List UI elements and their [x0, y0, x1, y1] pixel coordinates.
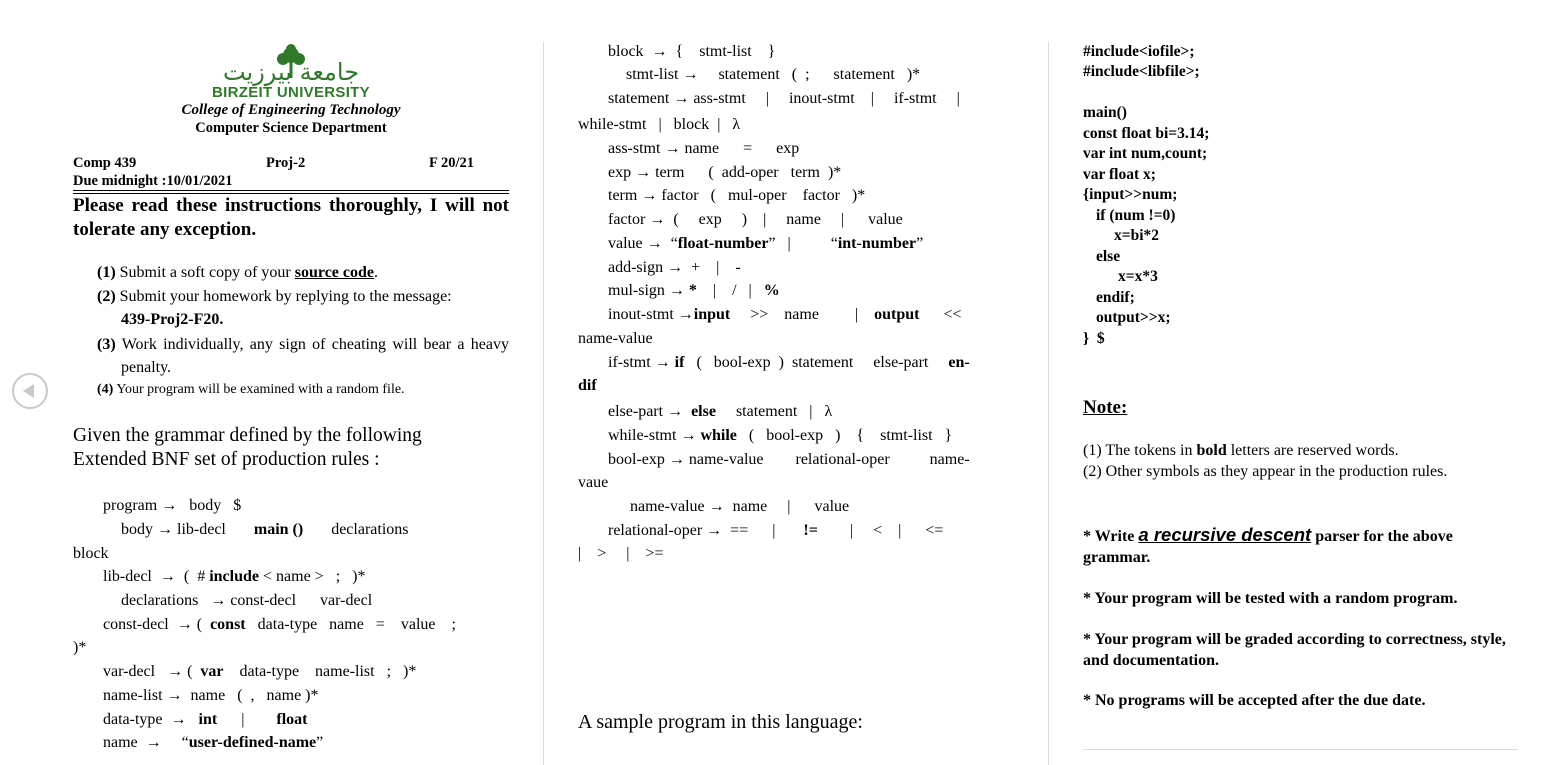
code-line: if (num !=0)	[1096, 207, 1176, 224]
code-line: #include<libfile>;	[1083, 63, 1200, 80]
grammar-rule: add-sign → + | -	[608, 259, 741, 276]
grammar-rule: term → factor ( mul-oper factor )*	[608, 187, 866, 204]
code-line: main()	[1083, 104, 1127, 121]
grammar-rule: data-type → int | float	[103, 711, 308, 728]
college-name: College of Engineering Technology	[181, 102, 401, 118]
grammar-rule: declarations → const-decl var-decl	[121, 592, 373, 609]
note-item: (1) The tokens in bold letters are reserved words.	[1083, 442, 1399, 459]
grammar-rule: factor → ( exp ) | name | value	[608, 211, 903, 228]
grammar-rule: name-list → name ( , name )*	[103, 687, 319, 704]
university-name: BIRZEIT UNIVERSITY	[212, 84, 370, 101]
code-line: const float bi=3.14;	[1083, 125, 1210, 142]
code-line: } $	[1083, 330, 1105, 347]
grammar-rule: const-decl → ( const data-type name = value ;	[103, 616, 456, 633]
grammar-rule: var-decl → ( var data-type name-list ; )*	[103, 663, 417, 680]
grammar-rule: program → body $	[103, 497, 242, 514]
instruction-item: (3) Work individually, any sign of cheating will bear a heavy penalty.	[97, 336, 509, 376]
task-item: * Your program will be graded according to correctness, style, and documentation.	[1083, 631, 1506, 669]
note-heading: Note:	[1083, 397, 1128, 418]
grammar-rule: if-stmt → if ( bool-exp ) statement else-part en-	[608, 354, 970, 371]
note-item: (2) Other symbols as they appear in the production rules.	[1083, 463, 1448, 480]
grammar-rule: name → “user-defined-name”	[103, 734, 324, 751]
task-item: * Write a recursive descent parser for the above grammar.	[1083, 524, 1453, 566]
grammar-rule: block → { stmt-list }	[608, 43, 776, 60]
column-divider	[1048, 42, 1049, 765]
code-line: x=x*3	[1118, 268, 1158, 285]
code-line: else	[1096, 248, 1121, 265]
university-logo	[203, 42, 379, 86]
code-line: x=bi*2	[1114, 227, 1160, 244]
code-line: var float x;	[1083, 166, 1156, 183]
grammar-rule-wrap: dif	[578, 377, 597, 394]
term: F 20/21	[429, 155, 474, 171]
code-line: output>>x;	[1096, 309, 1171, 326]
divider	[1083, 749, 1518, 750]
grammar-rule: relational-oper → == | != | < | <=	[608, 522, 944, 539]
grammar-rule: ass-stmt → name = exp	[608, 140, 800, 157]
grammar-intro: Given the grammar defined by the following Extended BNF set of production rules :	[73, 425, 422, 470]
column-divider	[543, 42, 544, 765]
divider	[73, 190, 509, 191]
sample-program-label: A sample program in this language:	[578, 711, 863, 733]
grammar-rule: while-stmt → while ( bool-exp ) { stmt-list }	[608, 427, 953, 444]
grammar-rule: bool-exp → name-value relational-oper name-	[608, 451, 970, 468]
grammar-rule-wrap: name-value	[578, 330, 653, 347]
grammar-rule: else-part → else statement | λ	[608, 403, 833, 420]
instructions-heading: Please read these instructions thoroughly, I will not tolerate any exception.	[73, 195, 509, 240]
department-name: Computer Science Department	[195, 120, 387, 136]
task-item: * No programs will be accepted after the due date.	[1083, 692, 1426, 709]
grammar-rule: body → lib-decl main () declarations	[121, 521, 409, 538]
project-id: Proj-2	[266, 155, 306, 171]
page-column-1	[73, 0, 509, 765]
code-line: #include<iofile>;	[1083, 43, 1195, 60]
course-code: Comp 439	[73, 155, 137, 171]
source-code-link: source code	[294, 264, 374, 281]
grammar-rule-wrap: | > | >=	[578, 545, 664, 562]
svg-text:جامعة بيرزيت: جامعة بيرزيت	[222, 58, 360, 86]
grammar-rule: name-value → name | value	[630, 498, 850, 515]
instruction-item: (4) Your program will be examined with a random file.	[97, 382, 405, 397]
page-column-2	[578, 0, 1008, 765]
code-line: endif;	[1096, 289, 1135, 306]
code-line: {input>>num;	[1083, 186, 1178, 203]
due-date: Due midnight :10/01/2021	[73, 173, 233, 189]
grammar-rule: inout-stmt →input >> name | output <<	[608, 306, 962, 323]
grammar-rule-wrap: while-stmt | block | λ	[578, 116, 741, 133]
instruction-item: (2) Submit your homework by replying to the message: 439-Proj2-F20.	[97, 288, 452, 328]
instruction-item: (1) Submit a soft copy of your source code.	[97, 264, 378, 281]
grammar-rule: mul-sign → * | / | %	[608, 282, 780, 299]
code-line: var int num,count;	[1083, 145, 1208, 162]
grammar-rule: value → “float-number” | “int-number”	[608, 235, 924, 252]
grammar-rule: lib-decl → ( # include < name > ; )*	[103, 568, 366, 585]
page-column-3	[1083, 0, 1518, 765]
grammar-rule-wrap: block	[73, 545, 109, 562]
grammar-rule: stmt-list → statement ( ; statement )*	[626, 66, 921, 83]
grammar-rule: exp → term ( add-oper term )*	[608, 164, 842, 181]
task-item: * Your program will be tested with a random program.	[1083, 590, 1458, 607]
previous-page-button[interactable]	[12, 373, 48, 409]
grammar-rule-wrap: )*	[73, 639, 87, 656]
grammar-rule: statement → ass-stmt | inout-stmt | if-stmt |	[608, 90, 960, 107]
grammar-rule-wrap: vaue	[578, 474, 609, 491]
